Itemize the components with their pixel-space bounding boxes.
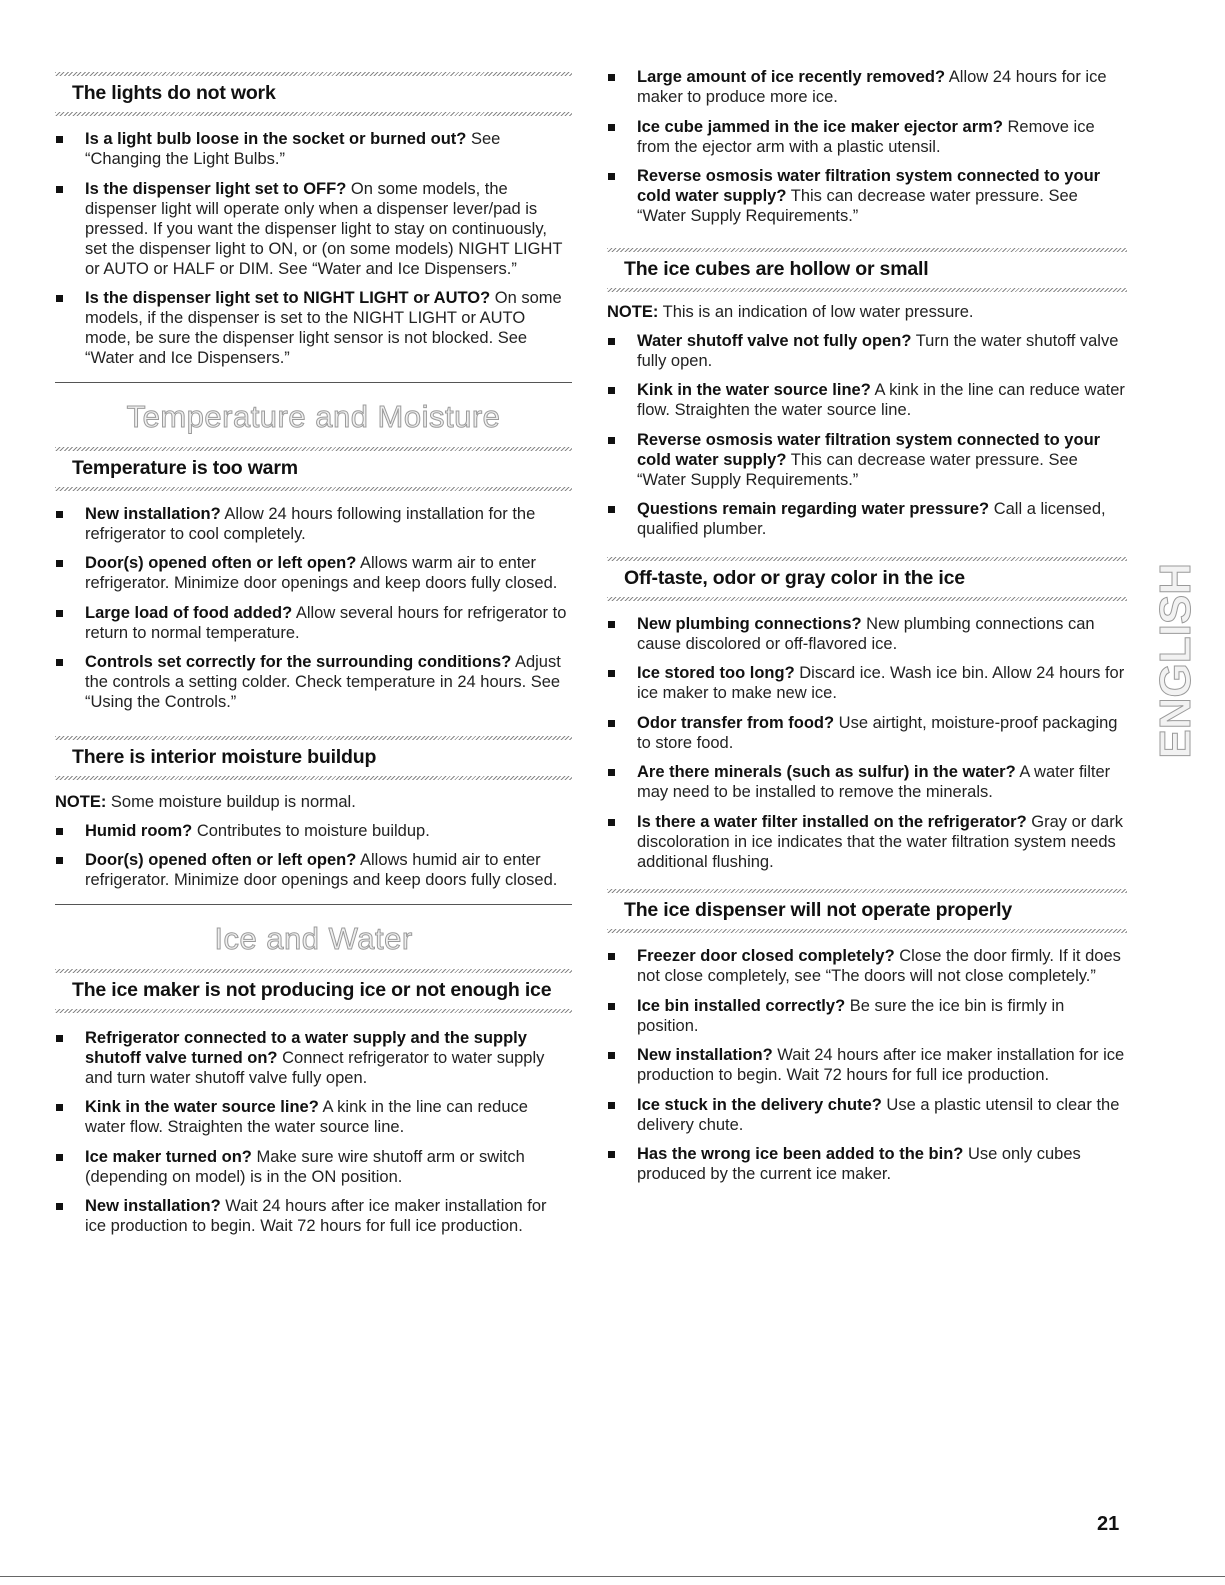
square-bullet-icon: [608, 506, 615, 513]
item-question: Is a light bulb loose in the socket or burned out?: [85, 130, 467, 148]
list-lights: [55, 129, 572, 368]
square-bullet-icon: [56, 1035, 63, 1042]
square-bullet-icon: [608, 819, 615, 826]
list-item: [607, 67, 1127, 107]
square-bullet-icon: [608, 1052, 615, 1059]
list-item: [55, 1097, 572, 1137]
section-hollow: [607, 248, 1127, 292]
list-moisture: [55, 821, 572, 891]
item-answer: On some models, the dispenser light will operate only when a dispenser lever/pad is pressed. If you want the dispenser light to stay on continuously, set the dispenser light to ON, or (on some models) NIGHT LIGHT or AUTO or HALF or DIM. See “Water and Ice Dispensers.”: [85, 179, 563, 278]
list-item: [607, 331, 1127, 371]
item-answer: Turn the water shutoff valve fully open.: [637, 331, 1119, 370]
section-off-taste: [607, 557, 1127, 601]
item-question: New installation?: [85, 504, 221, 523]
section-lights: [55, 72, 572, 116]
item-answer: Allow several hours for refrigerator to return to normal temperature.: [85, 603, 567, 642]
square-bullet-icon: [56, 136, 63, 143]
square-bullet-icon: [608, 1003, 615, 1010]
item-question: Reverse osmosis water filtration system connected to your cold water supply?: [637, 430, 1101, 469]
item-question: Kink in the water source line?: [637, 381, 871, 399]
list-item: [55, 603, 572, 643]
right-column: [607, 0, 1127, 1194]
list-ice-continued: [607, 67, 1127, 226]
item-question: Ice bin installed correctly?: [637, 996, 846, 1015]
note-hollow: NOTE: This is an indication of low water pressure.: [607, 302, 974, 321]
item-answer: Remove ice from the ejector arm with a plastic utensil.: [637, 117, 1095, 156]
square-bullet-icon: [56, 1104, 63, 1111]
list-off-taste: [607, 614, 1127, 872]
item-question: Is the dispenser light set to OFF?: [85, 179, 347, 198]
list-item: [55, 1028, 572, 1088]
item-question: Kink in the water source line?: [85, 1098, 319, 1116]
list-item: [55, 553, 572, 593]
list-dispenser: [607, 946, 1127, 1184]
list-item: [607, 117, 1127, 157]
item-question: Controls set correctly for the surrounding conditions?: [85, 653, 512, 671]
item-answer: Use only cubes produced by the current ice maker.: [637, 1145, 1081, 1183]
list-item: [607, 380, 1127, 420]
item-answer: Allows humid air to enter refrigerator. Minimize door openings and keep doors fully closed.: [85, 851, 558, 889]
item-answer: A water filter may need to be installed to remove the minerals.: [637, 763, 1111, 801]
item-question: Humid room?: [85, 821, 193, 840]
item-answer: Use airtight, moisture-proof packaging to store food.: [637, 713, 1118, 752]
list-item: [607, 713, 1127, 753]
item-question: Ice stuck in the delivery chute?: [637, 1095, 882, 1114]
item-question: Ice stored too long?: [637, 664, 795, 682]
item-question: Has the wrong ice been added to the bin?: [637, 1145, 964, 1163]
item-question: Door(s) opened often or left open?: [85, 851, 357, 869]
item-answer: A kink in the line can reduce water flow. Straighten the water source line.: [637, 381, 1125, 419]
list-item: [55, 1196, 572, 1236]
section-heading: The ice dispenser will not operate properly: [624, 899, 1012, 921]
item-answer: Wait 24 hours after ice maker installation for ice production to begin. Wait 72 hours for full ice production.: [85, 1197, 547, 1235]
major-heading-temperature: Temperature and Moisture: [126, 398, 501, 434]
list-too-warm: [55, 504, 572, 713]
square-bullet-icon: [608, 769, 615, 776]
note-moisture: NOTE: Some moisture buildup is normal.: [55, 792, 356, 811]
square-bullet-icon: [608, 338, 615, 345]
square-bullet-icon: [608, 1151, 615, 1158]
square-bullet-icon: [608, 1102, 615, 1109]
square-bullet-icon: [56, 511, 63, 518]
left-column: [55, 0, 572, 1246]
list-item: [607, 1095, 1127, 1135]
section-heading: Off-taste, odor or gray color in the ice: [624, 566, 965, 589]
section-heading: The ice maker is not producing ice or not enough ice: [72, 978, 552, 1001]
language-tab: ENGLISH: [1151, 563, 1200, 759]
list-item: [55, 129, 572, 169]
list-item: [607, 166, 1127, 226]
section-heading: The lights do not work: [72, 82, 276, 104]
major-heading-ice: Ice and Water: [214, 920, 413, 956]
item-question: Reverse osmosis water filtration system connected to your cold water supply?: [637, 167, 1101, 205]
list-item: [55, 821, 572, 841]
item-question: Odor transfer from food?: [637, 713, 835, 732]
item-answer: On some models, if the dispenser is set to the NIGHT LIGHT or AUTO mode, be sure the dispenser light sensor is not blocked. See “Water and Ice Dispensers.”: [85, 289, 562, 367]
square-bullet-icon: [608, 437, 615, 444]
square-bullet-icon: [56, 1203, 63, 1210]
item-question: Ice maker turned on?: [85, 1147, 252, 1166]
item-question: Ice cube jammed in the ice maker ejector arm?: [637, 117, 1003, 136]
item-question: New installation?: [637, 1046, 773, 1064]
item-answer: This can decrease water pressure. See “Water Supply Requirements.”: [637, 450, 1078, 489]
item-answer: New plumbing connections can cause discolored or off-flavored ice.: [637, 614, 1095, 653]
square-bullet-icon: [56, 186, 63, 193]
list-item: [607, 1045, 1127, 1085]
list-item: [607, 614, 1127, 654]
item-question: Large load of food added?: [85, 603, 293, 622]
square-bullet-icon: [608, 124, 615, 131]
list-item: [55, 288, 572, 368]
list-not-producing: [55, 1028, 572, 1237]
item-answer: Contributes to moisture buildup.: [192, 821, 430, 840]
item-question: Questions remain regarding water pressure?: [637, 500, 990, 518]
item-answer: Connect refrigerator to water supply and turn water shutoff valve fully open.: [85, 1048, 545, 1087]
item-question: Large amount of ice recently removed?: [637, 68, 946, 86]
item-question: Refrigerator connected to a water supply and the supply shutoff valve turned on?: [85, 1028, 527, 1067]
section-moisture: [55, 736, 572, 780]
item-question: Freezer door closed completely?: [637, 947, 895, 965]
page-bottom-rule: [0, 1576, 1225, 1577]
item-answer: Be sure the ice bin is firmly in position.: [637, 996, 1065, 1035]
square-bullet-icon: [56, 828, 63, 835]
section-heading: There is interior moisture buildup: [72, 745, 377, 768]
list-item: [55, 850, 572, 890]
list-item: [607, 499, 1127, 539]
item-answer: Allow 24 hours following installation for the refrigerator to cool completely.: [85, 504, 536, 543]
item-answer: Adjust the controls a setting colder. Check temperature in 24 hours. See “Using the Controls.”: [85, 653, 561, 711]
item-answer: Close the door firmly. If it does not close completely, see “The doors will not close completely.”: [637, 947, 1121, 985]
list-item: [607, 812, 1127, 872]
square-bullet-icon: [608, 621, 615, 628]
section-too-warm: [55, 447, 572, 491]
page-number: 21: [1097, 1513, 1120, 1535]
square-bullet-icon: [608, 74, 615, 81]
section-not-producing: [55, 969, 572, 1013]
list-hollow: [607, 331, 1127, 540]
square-bullet-icon: [56, 560, 63, 567]
item-answer: Make sure wire shutoff arm or switch (depending on model) is in the ON position.: [85, 1147, 525, 1186]
item-question: Door(s) opened often or left open?: [85, 554, 357, 572]
list-item: [607, 946, 1127, 986]
square-bullet-icon: [56, 295, 63, 302]
item-question: Are there minerals (such as sulfur) in the water?: [637, 763, 1016, 781]
item-answer: Gray or dark discoloration in ice indicates that the water filtration system needs additional flushing.: [637, 812, 1123, 871]
square-bullet-icon: [608, 173, 615, 180]
square-bullet-icon: [56, 857, 63, 864]
list-item: [607, 1144, 1127, 1184]
list-item: [55, 1147, 572, 1187]
list-item: [55, 652, 572, 712]
item-answer: A kink in the line can reduce water flow. Straighten the water source line.: [85, 1098, 528, 1136]
item-answer: This can decrease water pressure. See “Water Supply Requirements.”: [637, 187, 1078, 225]
square-bullet-icon: [56, 659, 63, 666]
list-item: [55, 179, 572, 279]
list-item: [55, 504, 572, 544]
item-answer: Allow 24 hours for ice maker to produce more ice.: [637, 68, 1107, 106]
square-bullet-icon: [608, 670, 615, 677]
list-item: [607, 663, 1127, 703]
item-question: Water shutoff valve not fully open?: [637, 331, 912, 350]
item-answer: Discard ice. Wash ice bin. Allow 24 hours for ice maker to make new ice.: [637, 664, 1125, 702]
item-answer: Allows warm air to enter refrigerator. Minimize door openings and keep doors fully closed.: [85, 554, 558, 592]
item-answer: See “Changing the Light Bulbs.”: [85, 130, 501, 168]
section-dispenser: [607, 889, 1127, 933]
section-heading: The ice cubes are hollow or small: [624, 257, 929, 280]
square-bullet-icon: [56, 1154, 63, 1161]
square-bullet-icon: [608, 387, 615, 394]
list-item: [607, 996, 1127, 1036]
item-question: Is the dispenser light set to NIGHT LIGHT or AUTO?: [85, 289, 491, 307]
square-bullet-icon: [56, 610, 63, 617]
item-question: Is there a water filter installed on the refrigerator?: [637, 812, 1027, 831]
list-item: [607, 430, 1127, 490]
item-question: New plumbing connections?: [637, 614, 862, 633]
item-answer: Call a licensed, qualified plumber.: [637, 500, 1106, 538]
section-heading: Temperature is too warm: [72, 456, 298, 479]
square-bullet-icon: [608, 953, 615, 960]
square-bullet-icon: [608, 720, 615, 727]
item-answer: Wait 24 hours after ice maker installation for ice production to begin. Wait 72 hours for full ice production.: [637, 1046, 1125, 1084]
item-answer: Use a plastic utensil to clear the delivery chute.: [637, 1095, 1120, 1134]
list-item: [607, 762, 1127, 802]
item-question: New installation?: [85, 1197, 221, 1215]
